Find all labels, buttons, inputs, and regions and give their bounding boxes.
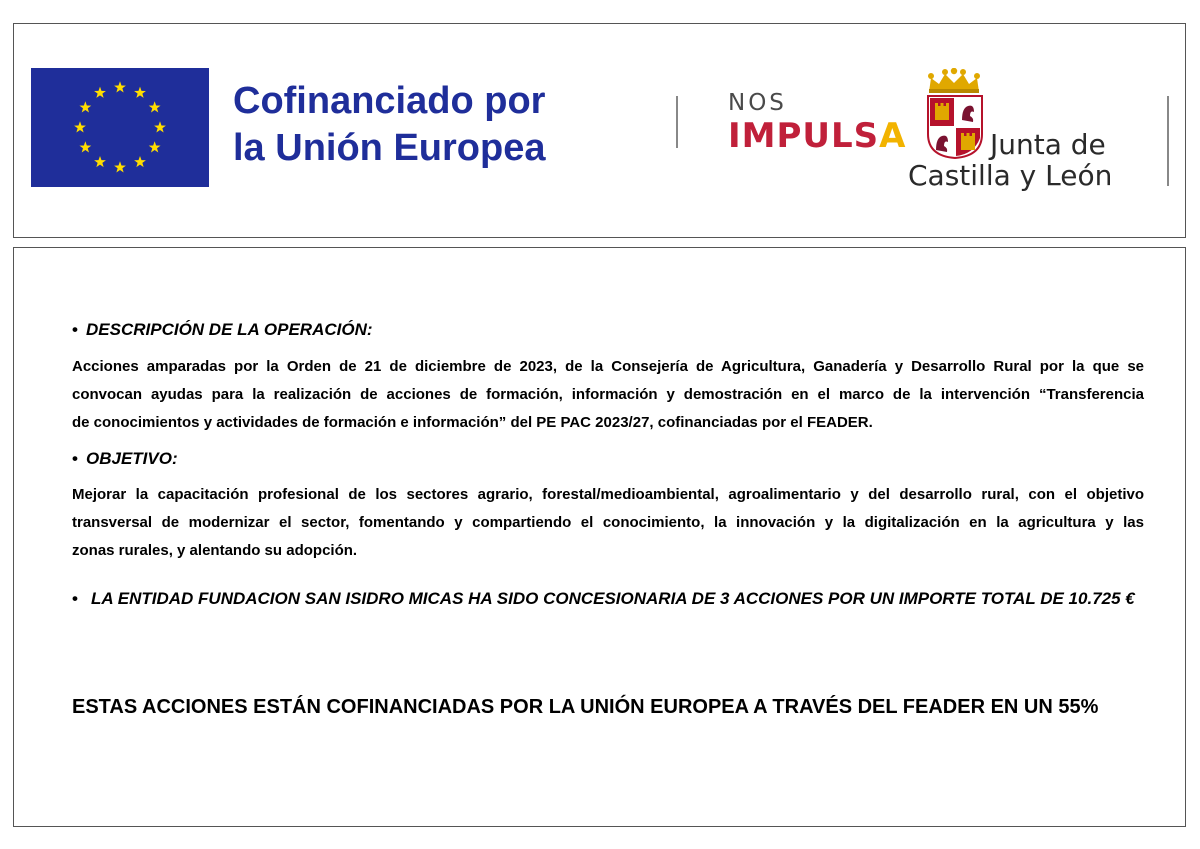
- entity-grant-text: LA ENTIDAD FUNDACION SAN ISIDRO MICAS HA SIDO CONCESIONARIA DE 3 ACCIONES POR UN IMPORTE TOTAL DE 10.725 €: [91, 589, 1135, 608]
- royal-crown-icon: [925, 68, 983, 94]
- eu-star-icon: [79, 141, 91, 152]
- eu-star-icon: [134, 87, 146, 98]
- header-divider: [1167, 96, 1169, 186]
- eu-star-icon: [79, 101, 91, 112]
- bullet-icon: •: [72, 449, 78, 468]
- description-line: de conocimientos y actividades de formación e información” del PE PAC 2023/27, cofinanciadas por el FEADER.: [72, 414, 873, 431]
- nos-impulsa-logo-bottom: IMPULSA: [728, 116, 907, 156]
- eu-star-icon: [134, 156, 146, 167]
- section-heading-objective: • OBJETIVO:: [72, 449, 178, 468]
- eu-star-icon: [114, 161, 126, 172]
- eu-star-icon: [74, 121, 86, 132]
- eu-title-line-1: Cofinanciado por: [233, 80, 546, 122]
- description-line: Acciones amparadas por la Orden de 21 de diciembre de 2023, de la Consejería de Agricultura, Ganadería y Desarrollo Rural por la que se: [72, 358, 1144, 375]
- section-heading-description: • DESCRIPCIÓN DE LA OPERACIÓN:: [72, 320, 373, 339]
- eu-star-icon: [114, 81, 126, 92]
- eu-stars-icon: [31, 68, 209, 187]
- entity-grant-statement: [72, 583, 1152, 614]
- cofinancing-percentage-statement: ESTAS ACCIONES ESTÁN COFINANCIADAS POR LA UNIÓN EUROPEA A TRAVÉS DEL FEADER EN UN 55%: [72, 696, 1099, 718]
- bullet-icon: •: [72, 589, 78, 608]
- eu-cofinancing-title: [233, 78, 653, 172]
- nos-impulsa-logo-top: NOS: [728, 90, 787, 116]
- objective-line: transversal de modernizar el sector, fomentando y compartiendo el conocimiento, la innovación y la digitalización en la agricultura y las: [72, 514, 1144, 531]
- eu-star-icon: [94, 87, 106, 98]
- bullet-icon: •: [72, 320, 78, 339]
- junta-logo-text-line-2: Castilla y León: [908, 159, 1113, 192]
- eu-title-line-2: la Unión Europea: [233, 127, 546, 169]
- eu-star-icon: [149, 101, 161, 112]
- eu-flag-logo: [31, 68, 209, 187]
- description-line: convocan ayudas para la realización de acciones de formación, información y demostración en el marco de la intervención “Transferencia: [72, 386, 1144, 403]
- eu-star-icon: [154, 121, 166, 132]
- castilla-leon-shield-icon: [926, 94, 984, 160]
- junta-logo-text-line-1: Junta de: [990, 128, 1106, 161]
- objective-line: zonas rurales, y alentando su adopción.: [72, 542, 358, 559]
- objective-line: Mejorar la capacitación profesional de los sectores agrario, forestal/medioambiental, agroalimentario y del desarrollo rural, con el objetivo: [72, 486, 1144, 503]
- description-paragraph: [72, 353, 1144, 437]
- header-divider: [676, 96, 678, 148]
- objective-paragraph: [72, 481, 1144, 565]
- eu-star-icon: [94, 156, 106, 167]
- eu-star-icon: [149, 141, 161, 152]
